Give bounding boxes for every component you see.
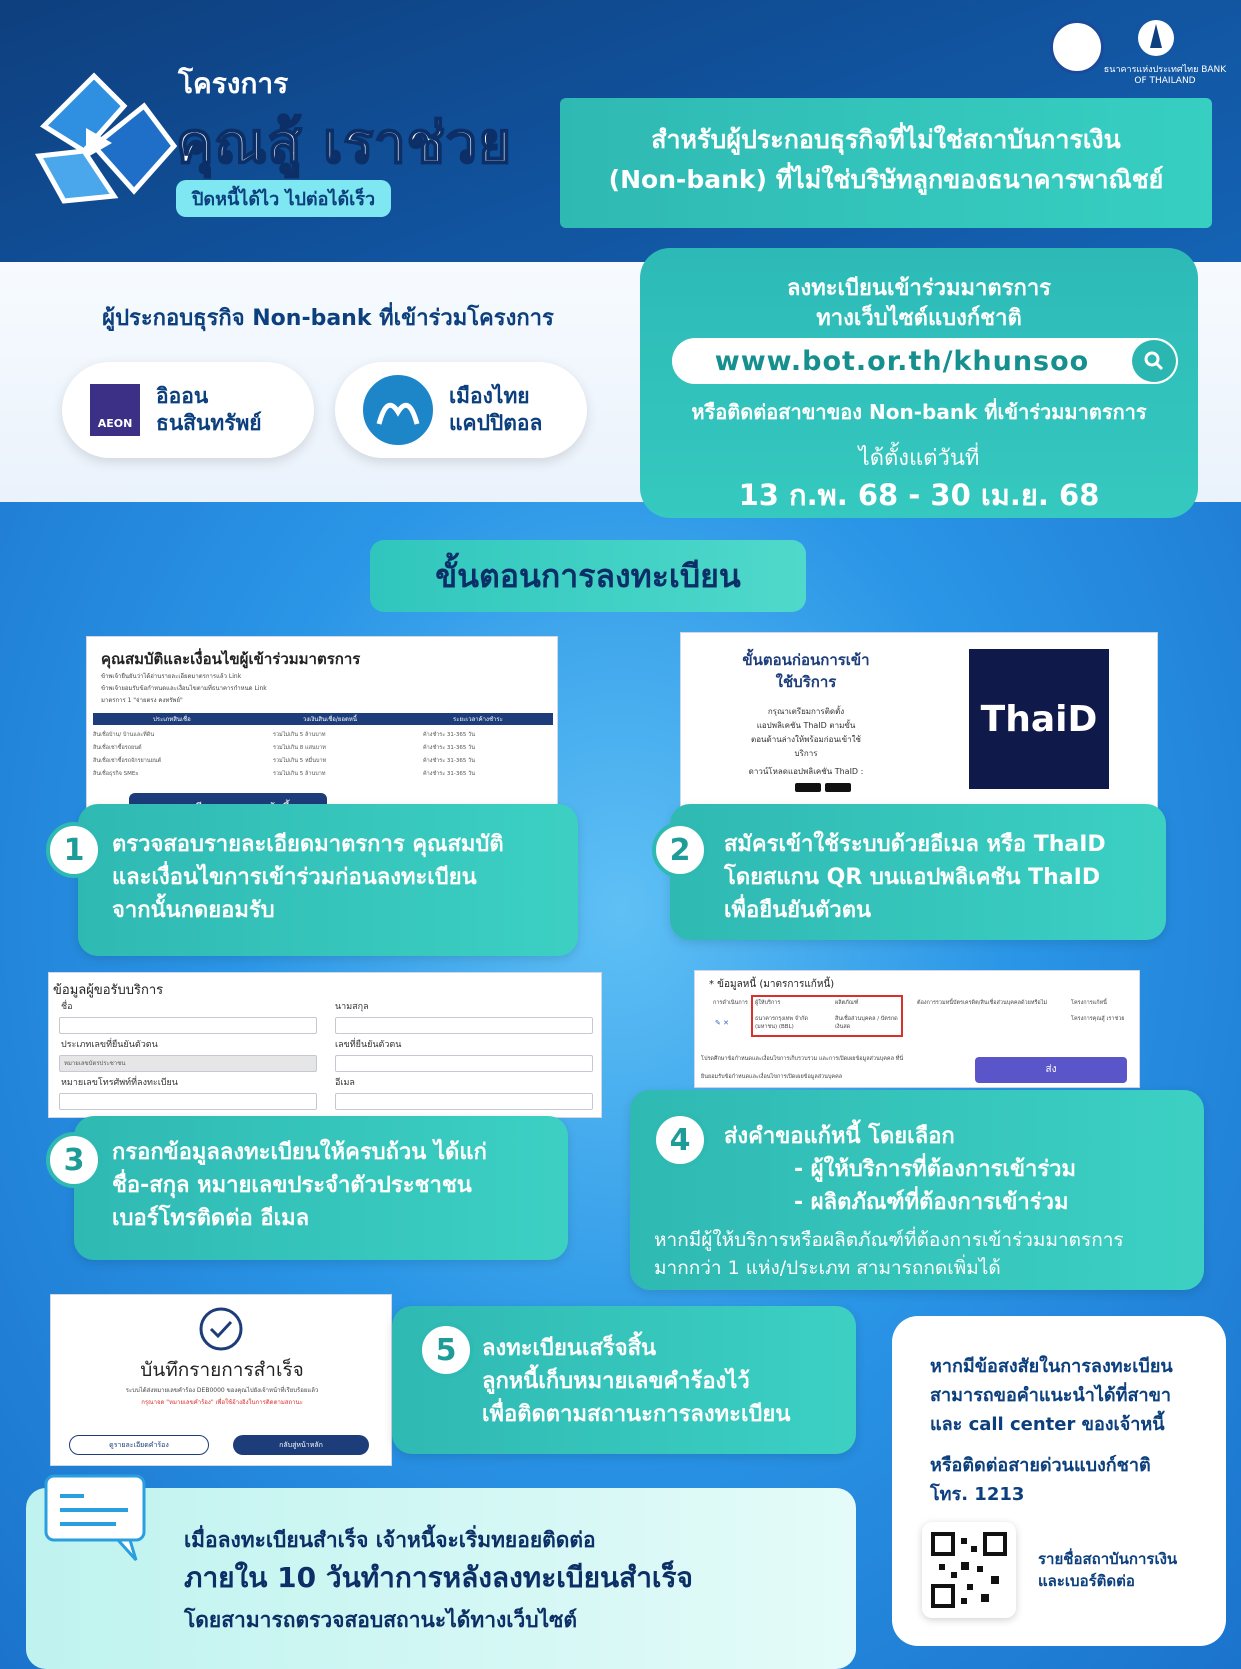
aeon-logo: AEON — [90, 384, 140, 436]
step-line: และเงื่อนไขการเข้าร่วมก่อนลงทะเบียน — [112, 865, 477, 890]
step-line: ส่งคำขอแก้หนี้ โดยเลือก — [724, 1124, 955, 1149]
provider-value: ธนาคารกรุงเทพ จำกัด (มหาชน) (BBL) — [755, 1016, 808, 1030]
step-line: กรอกข้อมูลลงทะเบียนให้ครบถ้วน ได้แก่ — [112, 1140, 487, 1165]
screenshot-step-3 — [48, 972, 602, 1118]
success-line-2: กรุณาจด "หมายเลขคำร้อง" เพื่อใช้อ้างอิงในการติดตามสถานะ — [141, 1399, 303, 1406]
qr-code[interactable] — [922, 1522, 1016, 1618]
step-card-4 — [630, 1090, 1204, 1290]
registration-url[interactable]: www.bot.or.th/khunsoo — [714, 346, 1090, 377]
shot1-measure: มาตรการ 1 "จ่ายตรง คงทรัพย์" — [101, 697, 183, 704]
step-line: ลงทะเบียนเสร็จสิ้น — [482, 1336, 657, 1361]
shot2-download: ดาวน์โหลดแอปพลิเคชัน ThaID : — [748, 767, 864, 776]
field-label: อีเมล — [335, 1078, 355, 1088]
subtitle-line-1: สำหรับผู้ประกอบธุรกิจที่ไม่ใช่สถาบันการเงิน — [651, 125, 1121, 154]
step-line: ลูกหนี้เก็บหมายเลขคำร้องไว้ — [482, 1369, 750, 1394]
qr-label-line: และเบอร์ติดต่อ — [1038, 1572, 1135, 1590]
step-card-3 — [74, 1116, 568, 1260]
screenshot-step-4 — [694, 970, 1140, 1088]
shot4-col: ผู้ให้บริการ — [755, 1000, 781, 1006]
url-bar[interactable] — [672, 338, 1178, 384]
participant-name-1: อิออน — [156, 384, 209, 408]
phone-input[interactable] — [59, 1093, 317, 1110]
bot-seal-icon — [1132, 18, 1180, 62]
qr-label-line: รายชื่อสถาบันการเงิน — [1038, 1550, 1178, 1568]
step-line: - ผู้ให้บริการที่ต้องการเข้าร่วม — [794, 1157, 1077, 1182]
registration-subtitle: ทางเว็บไซต์แบงก์ชาติ — [816, 306, 1022, 331]
table-row: สินเชื่อบ้าน/ บ้านและที่ดิน รวมไม่เกิน 5 ล้านบาท ค้างชำระ 31-365 วัน — [93, 732, 476, 738]
step-2-text — [724, 828, 1106, 927]
success-title: บันทึกรายการสำเร็จ — [140, 1359, 304, 1381]
screenshot-step-2 — [680, 632, 1158, 808]
thaid-logo-text: ThaiD — [980, 698, 1098, 740]
shot2-line: บริการ — [794, 749, 818, 758]
faq-line: หากมีข้อสงสัยในการลงทะเบียน — [930, 1356, 1173, 1377]
qr-label — [1038, 1548, 1177, 1592]
step-5-text — [482, 1332, 790, 1431]
chat-bubble-icon — [26, 1474, 148, 1564]
faq-text — [930, 1352, 1173, 1509]
first-name-input[interactable] — [59, 1017, 317, 1034]
shot2-line: แอปพลิเคชัน ThaID ตามขั้น — [756, 721, 856, 730]
shot2-title-2: ใช้บริการ — [775, 673, 837, 691]
step-note-line: มากกว่า 1 แห่ง/ประเภท สามารถกดเพิ่มได้ — [654, 1257, 1001, 1279]
project-title: คุณสู้ เราช่วย — [176, 111, 513, 176]
shot1-col: ประเภทสินเชื่อ — [153, 716, 191, 723]
id-type-select[interactable]: หมายเลขบัตรประชาชน — [59, 1055, 317, 1072]
step-line: - ผลิตภัณฑ์ที่ต้องการเข้าร่วม — [794, 1190, 1069, 1215]
table-row: สินเชื่อเช่าซื้อรถยนต์ รวมไม่เกิน 8 แสนบาท ค้างชำระ 31-365 วัน — [93, 745, 476, 751]
shot2-title — [711, 649, 901, 693]
bottom-line-3: โดยสามารถตรวจสอบสถานะได้ทางเว็บไซต์ — [184, 1608, 578, 1632]
step-3-text — [112, 1136, 487, 1235]
muangthai-logo-icon — [363, 375, 433, 445]
step-number-4: 4 — [652, 1112, 708, 1168]
step-line: เพื่อติดตามสถานะการลงทะเบียน — [482, 1402, 791, 1427]
step-line: เพื่อยืนยันตัวตน — [724, 898, 872, 923]
step-line: เบอร์โทรติดต่อ อีเมล — [112, 1206, 310, 1231]
registration-date-range: 13 ก.พ. 68 - 30 เม.ย. 68 — [738, 478, 1100, 512]
shot1-table-body — [93, 729, 553, 781]
shot4-note: โปรดศึกษาข้อกำหนดและเงื่อนไขการเก็บรวบรวม และการเปิดเผยข้อมูลส่วนบุคคล ที่นี่ — [701, 1056, 904, 1062]
last-name-input[interactable] — [335, 1017, 593, 1034]
shot1-col: ระยะเวลาค้างชำระ — [453, 716, 503, 723]
step-number-3: 3 — [46, 1132, 102, 1188]
shot4-col: โครงการแก้หนี้ — [1071, 1000, 1107, 1006]
check-circle-icon — [197, 1305, 245, 1353]
step-line: จากนั้นกดยอมรับ — [112, 898, 275, 923]
search-button[interactable] — [1132, 340, 1176, 382]
app-store-badge-icon[interactable] — [795, 783, 821, 792]
bot-name: ธนาคารแห่งประเทศไทย BANK OF THAILAND — [1103, 65, 1227, 86]
bottom-line-1: เมื่อลงทะเบียนสำเร็จ เจ้าหนี้จะเริ่มทยอยติดต่อ — [184, 1528, 596, 1552]
faq-box — [892, 1316, 1226, 1646]
participant-name-2: ธนสินทรัพย์ — [156, 411, 262, 435]
subtitle-box — [560, 98, 1212, 228]
step-1-text — [112, 828, 504, 927]
step-number-5: 5 — [418, 1322, 474, 1378]
field-label: หมายเลขโทรศัพท์ที่ลงทะเบียน — [61, 1078, 178, 1088]
step-number-1: 1 — [46, 822, 102, 878]
step-line: ตรวจสอบรายละเอียดมาตรการ คุณสมบัติ — [112, 832, 504, 857]
step-card-2 — [670, 804, 1166, 940]
table-row: สินเชื่อเช่าซื้อรถจักรยานยนต์ รวมไม่เกิน 5 หมื่นบาท ค้างชำระ 31-365 วัน — [93, 758, 476, 764]
shot1-check-1: ข้าพเจ้ายืนยันว่าได้อ่านรายละเอียดมาตรการแล้ว Link — [101, 673, 242, 680]
shot3-title: ข้อมูลผู้ขอรับบริการ — [53, 983, 164, 998]
shot4-col: การดำเนินการ — [713, 1000, 748, 1006]
registration-from-label: ได้ตั้งแต่วันที่ — [858, 446, 980, 471]
registration-or-contact: หรือติดต่อสาขาของ Non-bank ที่เข้าร่วมมาตรการ — [691, 400, 1147, 424]
success-line-1: ระบบได้ส่งหมายเลขคำร้อง DEB0000 ของคุณไปยังเจ้าหน้าที่เรียบร้อยแล้ว — [125, 1387, 319, 1394]
shot1-title: คุณสมบัติและเงื่อนไขผู้เข้าร่วมมาตรการ — [101, 650, 361, 668]
step-line: สมัครเข้าใช้ระบบด้วยอีเมล หรือ ThaID — [724, 832, 1106, 857]
field-label: นามสกุล — [335, 1002, 369, 1012]
project-value: โครงการคุณสู้ เราช่วย — [1071, 1016, 1125, 1022]
field-label: ประเภทเลขที่ยืนยันตัวตน — [61, 1040, 158, 1050]
shot4-accept[interactable]: ยินยอมรับข้อกำหนดและเงื่อนไขการเปิดเผยข้อมูลส่วนบุคคล — [701, 1074, 843, 1080]
screenshot-step-5 — [50, 1294, 392, 1466]
participant-muangthai — [335, 362, 587, 458]
registration-title: ลงทะเบียนเข้าร่วมมาตรการ — [787, 276, 1051, 301]
product-value: สินเชื่อส่วนบุคคล / บัตรกดเงินสด — [835, 1016, 898, 1030]
participant-name-2: แคปปิตอล — [449, 411, 543, 435]
search-icon — [1143, 350, 1165, 372]
step-number-2: 2 — [652, 822, 708, 878]
shot2-line: ตอนด้านล่างให้พร้อมก่อนเข้าใช้ — [751, 735, 861, 744]
steps-title: ขั้นตอนการลงทะเบียน — [370, 540, 806, 612]
step-4-note — [654, 1226, 1124, 1282]
faq-line: หรือติดต่อสายด่วนแบงก์ชาติ — [930, 1455, 1151, 1476]
shot4-col: ต้องการรวมหนี้บัตรเครดิต/สินเชื่อส่วนบุคคลด้วยหรือไม่ — [917, 1000, 1048, 1006]
shot1-check-2: ข้าพเจ้ายอมรับข้อกำหนดและเงื่อนไขตามที่ธนาคารกำหนด Link — [101, 685, 267, 692]
participants-title: ผู้ประกอบธุรกิจ Non-bank ที่เข้าร่วมโครงการ — [102, 306, 554, 331]
field-label: เลขที่ยืนยันตัวตน — [335, 1040, 402, 1050]
field-label: ชื่อ — [61, 1002, 73, 1012]
step-line: โดยสแกน QR บนแอปพลิเคชัน ThaID — [724, 865, 1101, 890]
subtitle-line-2: (Non-bank) ที่ไม่ใช่บริษัทลูกของธนาคารพาณิชย์ — [608, 165, 1164, 194]
id-number-input[interactable] — [335, 1055, 593, 1072]
step-note-line: หากมีผู้ให้บริการหรือผลิตภัณฑ์ที่ต้องการเข้าร่วมมาตรการ — [654, 1229, 1124, 1251]
home-button[interactable]: กลับสู่หน้าหลัก — [233, 1435, 369, 1455]
email-input[interactable] — [335, 1093, 593, 1110]
shot1-col: วงเงินสินเชื่อ/ยอดหนี้ — [303, 716, 357, 723]
shot2-instructions — [711, 705, 901, 779]
edit-icon[interactable]: ✎ ✕ — [715, 1019, 729, 1027]
participant-aeon — [62, 362, 314, 458]
ministry-seal-icon — [1050, 20, 1104, 74]
view-request-button[interactable]: ดูรายละเอียดคำร้อง — [69, 1435, 209, 1455]
screenshot-step-1 — [86, 636, 558, 822]
step-line: ชื่อ-สกุล หมายเลขประจำตัวประชาชน — [112, 1173, 472, 1198]
table-row: สินเชื่อธุรกิจ SMEs รวมไม่เกิน 5 ล้านบาท ค้างชำระ 31-365 วัน — [93, 771, 476, 777]
project-label: โครงการ — [178, 67, 289, 100]
participant-name-1: เมืองไทย — [449, 384, 530, 408]
thaid-logo — [969, 649, 1109, 789]
shot1-table-header — [93, 713, 553, 725]
shot4-col: ผลิตภัณฑ์ — [835, 1000, 859, 1006]
faq-line: สามารถขอคำแนะนำได้ที่สาขา — [930, 1385, 1171, 1406]
shot2-line: กรุณาเตรียมการติดตั้ง — [767, 707, 845, 716]
shot2-title-1: ขั้นตอนก่อนการเข้า — [742, 651, 870, 669]
step-4-text — [724, 1120, 1076, 1219]
bottom-line-2: ภายใน 10 วันทำการหลังลงทะเบียนสำเร็จ — [184, 1561, 693, 1594]
send-button[interactable]: ส่ง — [975, 1057, 1127, 1083]
hands-logo-icon — [24, 56, 184, 206]
registration-box — [640, 248, 1198, 518]
tagline: ปิดหนี้ได้ไว ไปต่อได้เร็ว — [176, 180, 391, 217]
faq-line: และ call center ของเจ้าหนี้ — [930, 1414, 1165, 1435]
faq-hotline: โทร. 1213 — [930, 1484, 1025, 1505]
qr-code-icon — [931, 1532, 1007, 1608]
shot4-title: * ข้อมูลหนี้ (มาตรการแก้หนี้) — [709, 979, 835, 990]
google-play-badge-icon[interactable] — [825, 783, 851, 792]
step-card-1 — [78, 804, 578, 956]
bottom-note-box — [26, 1488, 856, 1669]
